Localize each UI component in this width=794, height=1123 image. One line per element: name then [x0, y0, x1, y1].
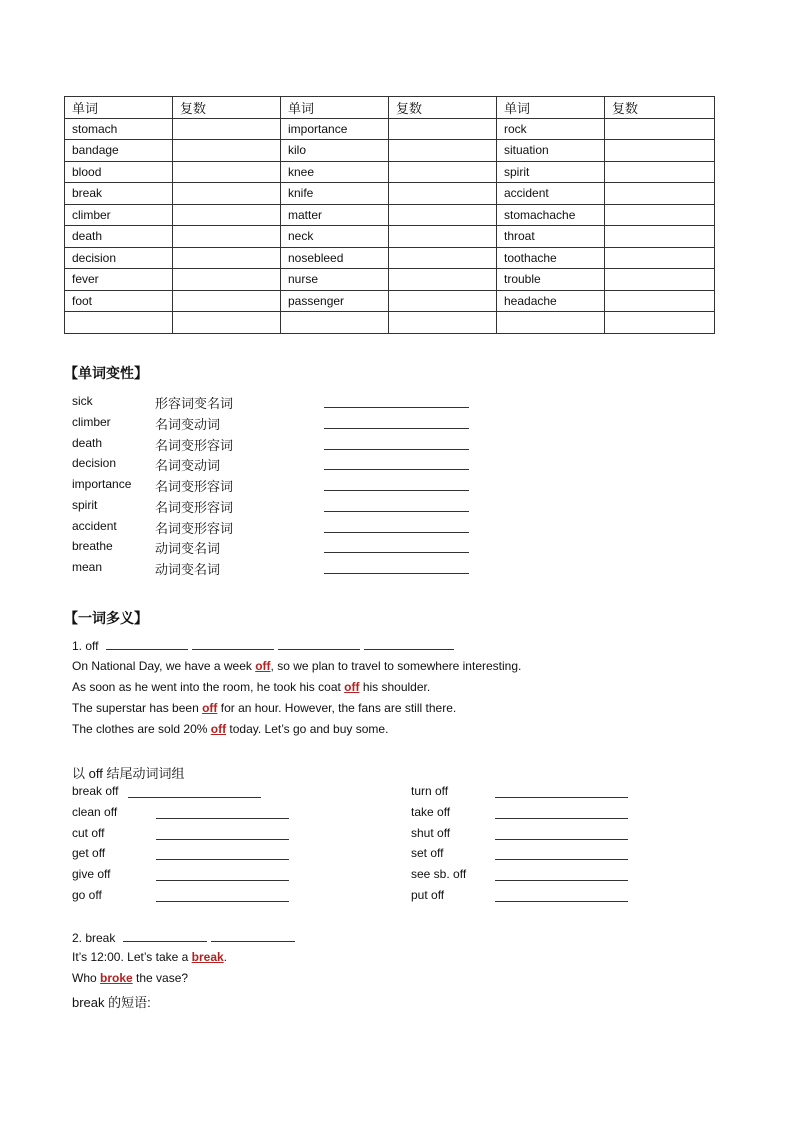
conversion-word: accident [72, 518, 117, 533]
conversion-word: climber [72, 414, 111, 429]
plural-answer-cell[interactable] [173, 312, 281, 334]
word-cell: spirit [497, 161, 605, 183]
conversion-word: sick [72, 394, 93, 408]
plural-answer-cell[interactable] [605, 183, 715, 205]
phrasal-verb: put off [411, 887, 445, 902]
break-sentence [72, 971, 188, 985]
key-word: broke [100, 971, 133, 985]
answer-blank[interactable] [495, 839, 628, 840]
plural-answer-cell[interactable] [605, 312, 715, 334]
plural-answer-cell[interactable] [389, 226, 497, 248]
word-cell [497, 312, 605, 334]
answer-blank[interactable] [495, 859, 628, 860]
sentence-text: As soon as he went into the room, he took his coat [72, 680, 345, 694]
answer-blank[interactable] [156, 818, 289, 819]
key-word: off [210, 722, 227, 736]
conversion-title: 【单词变性】 [64, 365, 148, 381]
answer-blank[interactable] [495, 818, 628, 819]
table-row [65, 269, 715, 291]
word-cell: decision [65, 247, 173, 269]
plural-answer-cell[interactable] [389, 140, 497, 162]
word-cell: headache [497, 290, 605, 312]
plural-answer-cell[interactable] [173, 226, 281, 248]
header-cell: 单词 [497, 97, 605, 119]
table-row [65, 226, 715, 248]
conversion-desc: 名词变形容词 [155, 437, 234, 453]
table-row [65, 140, 715, 162]
plural-answer-cell[interactable] [605, 290, 715, 312]
conversion-desc: 名词变形容词 [155, 479, 234, 494]
plural-answer-cell[interactable] [173, 269, 281, 291]
plural-answer-cell[interactable] [389, 161, 497, 183]
conversion-word: death [72, 435, 103, 450]
table-row [65, 290, 715, 312]
plural-answer-cell[interactable] [389, 312, 497, 334]
phrasal-verb: give off [72, 867, 111, 881]
answer-blank[interactable] [364, 638, 454, 650]
word-cell: throat [497, 226, 605, 248]
word-cell: nurse [281, 269, 389, 291]
break-phrase-label: break 的短语: [72, 995, 151, 1010]
phrasal-verb: cut off [72, 825, 105, 840]
plural-answer-cell[interactable] [605, 118, 715, 140]
polysemy-title: 【一词多义】 [64, 610, 148, 626]
sentence-text: , so we plan to travel to somewhere interesting. [270, 659, 522, 673]
phrasal-verb: clean off [72, 804, 118, 819]
word-cell: nosebleed [281, 247, 389, 269]
answer-blank[interactable] [128, 797, 261, 798]
plural-answer-cell[interactable] [173, 118, 281, 140]
answer-blank[interactable] [324, 469, 469, 470]
answer-blank[interactable] [156, 839, 289, 840]
sentence-text: the vase? [132, 971, 189, 985]
answer-blank[interactable] [156, 859, 289, 860]
word-cell: break [65, 183, 173, 205]
answer-blank[interactable] [324, 449, 469, 450]
plural-answer-cell[interactable] [173, 140, 281, 162]
answer-blank[interactable] [495, 880, 628, 881]
sentence-text: today. Let’s go and buy some. [226, 722, 389, 736]
word-cell: matter [281, 204, 389, 226]
plural-answer-cell[interactable] [173, 290, 281, 312]
conversion-desc: 名词变形容词 [155, 520, 234, 536]
table-row [65, 204, 715, 226]
answer-blank[interactable] [324, 573, 469, 574]
header-cell: 复数 [605, 97, 715, 119]
phrasal-verb: shut off [411, 825, 451, 840]
conversion-word: mean [72, 560, 103, 574]
answer-blank[interactable] [278, 638, 360, 650]
sentence-text: for an hour. However, the fans are still there. [217, 701, 457, 715]
break-heading: 2. break [72, 931, 116, 945]
plural-answer-cell[interactable] [605, 204, 715, 226]
plural-answer-cell[interactable] [389, 118, 497, 140]
word-cell: blood [65, 161, 173, 183]
conversion-desc: 动词变名词 [155, 541, 221, 557]
sentence-text: his shoulder. [359, 680, 431, 694]
plural-answer-cell[interactable] [605, 226, 715, 248]
conversion-word: decision [72, 456, 117, 471]
plural-table [64, 96, 715, 334]
table-row [65, 183, 715, 205]
word-cell: importance [281, 118, 389, 140]
word-cell [65, 312, 173, 334]
off-heading-line [72, 638, 458, 653]
example-sentence [72, 722, 388, 736]
answer-blank[interactable] [324, 428, 469, 429]
conversion-word: importance [72, 477, 132, 491]
word-cell [281, 312, 389, 334]
word-cell: situation [497, 140, 605, 162]
table-row [65, 312, 715, 334]
answer-blank[interactable] [495, 797, 628, 798]
phrasal-verb: get off [72, 846, 106, 861]
conversion-desc: 形容词变名词 [155, 396, 234, 411]
word-cell: foot [65, 290, 173, 312]
key-word: off [344, 680, 360, 694]
word-cell: trouble [497, 269, 605, 291]
sentence-text: The clothes are sold 20% [72, 722, 211, 736]
key-word: off [202, 701, 218, 715]
phrasal-verb: take off [411, 804, 451, 819]
phrasal-verb: see sb. off [411, 867, 467, 881]
phrasal-verb: turn off [411, 784, 449, 798]
plural-answer-cell[interactable] [389, 269, 497, 291]
example-sentence [72, 680, 430, 694]
break-heading-line [72, 930, 299, 945]
sentence-text: On National Day, we have a week [72, 659, 256, 673]
answer-blank[interactable] [156, 901, 289, 902]
answer-blank[interactable] [211, 930, 295, 942]
word-cell: rock [497, 118, 605, 140]
header-cell: 单词 [281, 97, 389, 119]
plural-answer-cell[interactable] [605, 140, 715, 162]
table-row [65, 161, 715, 183]
answer-blank[interactable] [324, 490, 469, 491]
conversion-desc: 名词变动词 [155, 458, 221, 474]
word-cell: toothache [497, 247, 605, 269]
answer-blank[interactable] [324, 511, 469, 512]
header-cell: 复数 [173, 97, 281, 119]
word-cell: death [65, 226, 173, 248]
key-word: break [191, 950, 224, 964]
table-row [65, 247, 715, 269]
answer-blank[interactable] [495, 901, 628, 902]
conversion-word: spirit [72, 497, 98, 512]
conversion-desc: 名词变动词 [155, 416, 221, 432]
word-cell: kilo [281, 140, 389, 162]
plural-answer-cell[interactable] [605, 161, 715, 183]
answer-blank[interactable] [106, 638, 188, 650]
break-sentence [72, 950, 227, 964]
word-cell: stomachache [497, 204, 605, 226]
plural-answer-cell[interactable] [173, 161, 281, 183]
phrasal-verb: set off [411, 846, 444, 861]
plural-answer-cell[interactable] [605, 247, 715, 269]
header-cell: 单词 [65, 97, 173, 119]
plural-answer-cell[interactable] [173, 204, 281, 226]
table-header-row [65, 97, 715, 119]
conversion-desc: 名词变形容词 [155, 499, 234, 515]
header-cell: 复数 [389, 97, 497, 119]
example-sentence [72, 659, 521, 673]
word-cell: knife [281, 183, 389, 205]
word-cell: accident [497, 183, 605, 205]
sentence-text: The superstar has been [72, 701, 203, 715]
plural-answer-cell[interactable] [389, 183, 497, 205]
word-cell: fever [65, 269, 173, 291]
word-cell: stomach [65, 118, 173, 140]
sentence-text: It’s 12:00. Let’s take a [72, 950, 192, 964]
plural-answer-cell[interactable] [389, 247, 497, 269]
phrasal-verb: break off [72, 784, 119, 798]
word-cell: knee [281, 161, 389, 183]
phrasal-title: 以 off 结尾动词词组 [72, 766, 185, 781]
plural-answer-cell[interactable] [173, 247, 281, 269]
plural-answer-cell[interactable] [605, 269, 715, 291]
word-cell: neck [281, 226, 389, 248]
conversion-word: breathe [72, 539, 113, 554]
conversion-desc: 动词变名词 [155, 562, 221, 577]
plural-answer-cell[interactable] [389, 204, 497, 226]
example-sentence [72, 701, 456, 715]
word-cell: bandage [65, 140, 173, 162]
off-heading: 1. off [72, 639, 99, 653]
key-word: off [255, 659, 271, 673]
answer-blank[interactable] [324, 552, 469, 553]
plural-answer-cell[interactable] [173, 183, 281, 205]
answer-blank[interactable] [123, 930, 207, 942]
answer-blank[interactable] [156, 880, 289, 881]
phrasal-verb: go off [72, 887, 102, 902]
sentence-text: Who [72, 971, 101, 985]
plural-answer-cell[interactable] [389, 290, 497, 312]
sentence-text: . [223, 950, 228, 964]
answer-blank[interactable] [192, 638, 274, 650]
word-cell: climber [65, 204, 173, 226]
answer-blank[interactable] [324, 407, 469, 408]
answer-blank[interactable] [324, 532, 469, 533]
word-cell: passenger [281, 290, 389, 312]
table-row [65, 118, 715, 140]
